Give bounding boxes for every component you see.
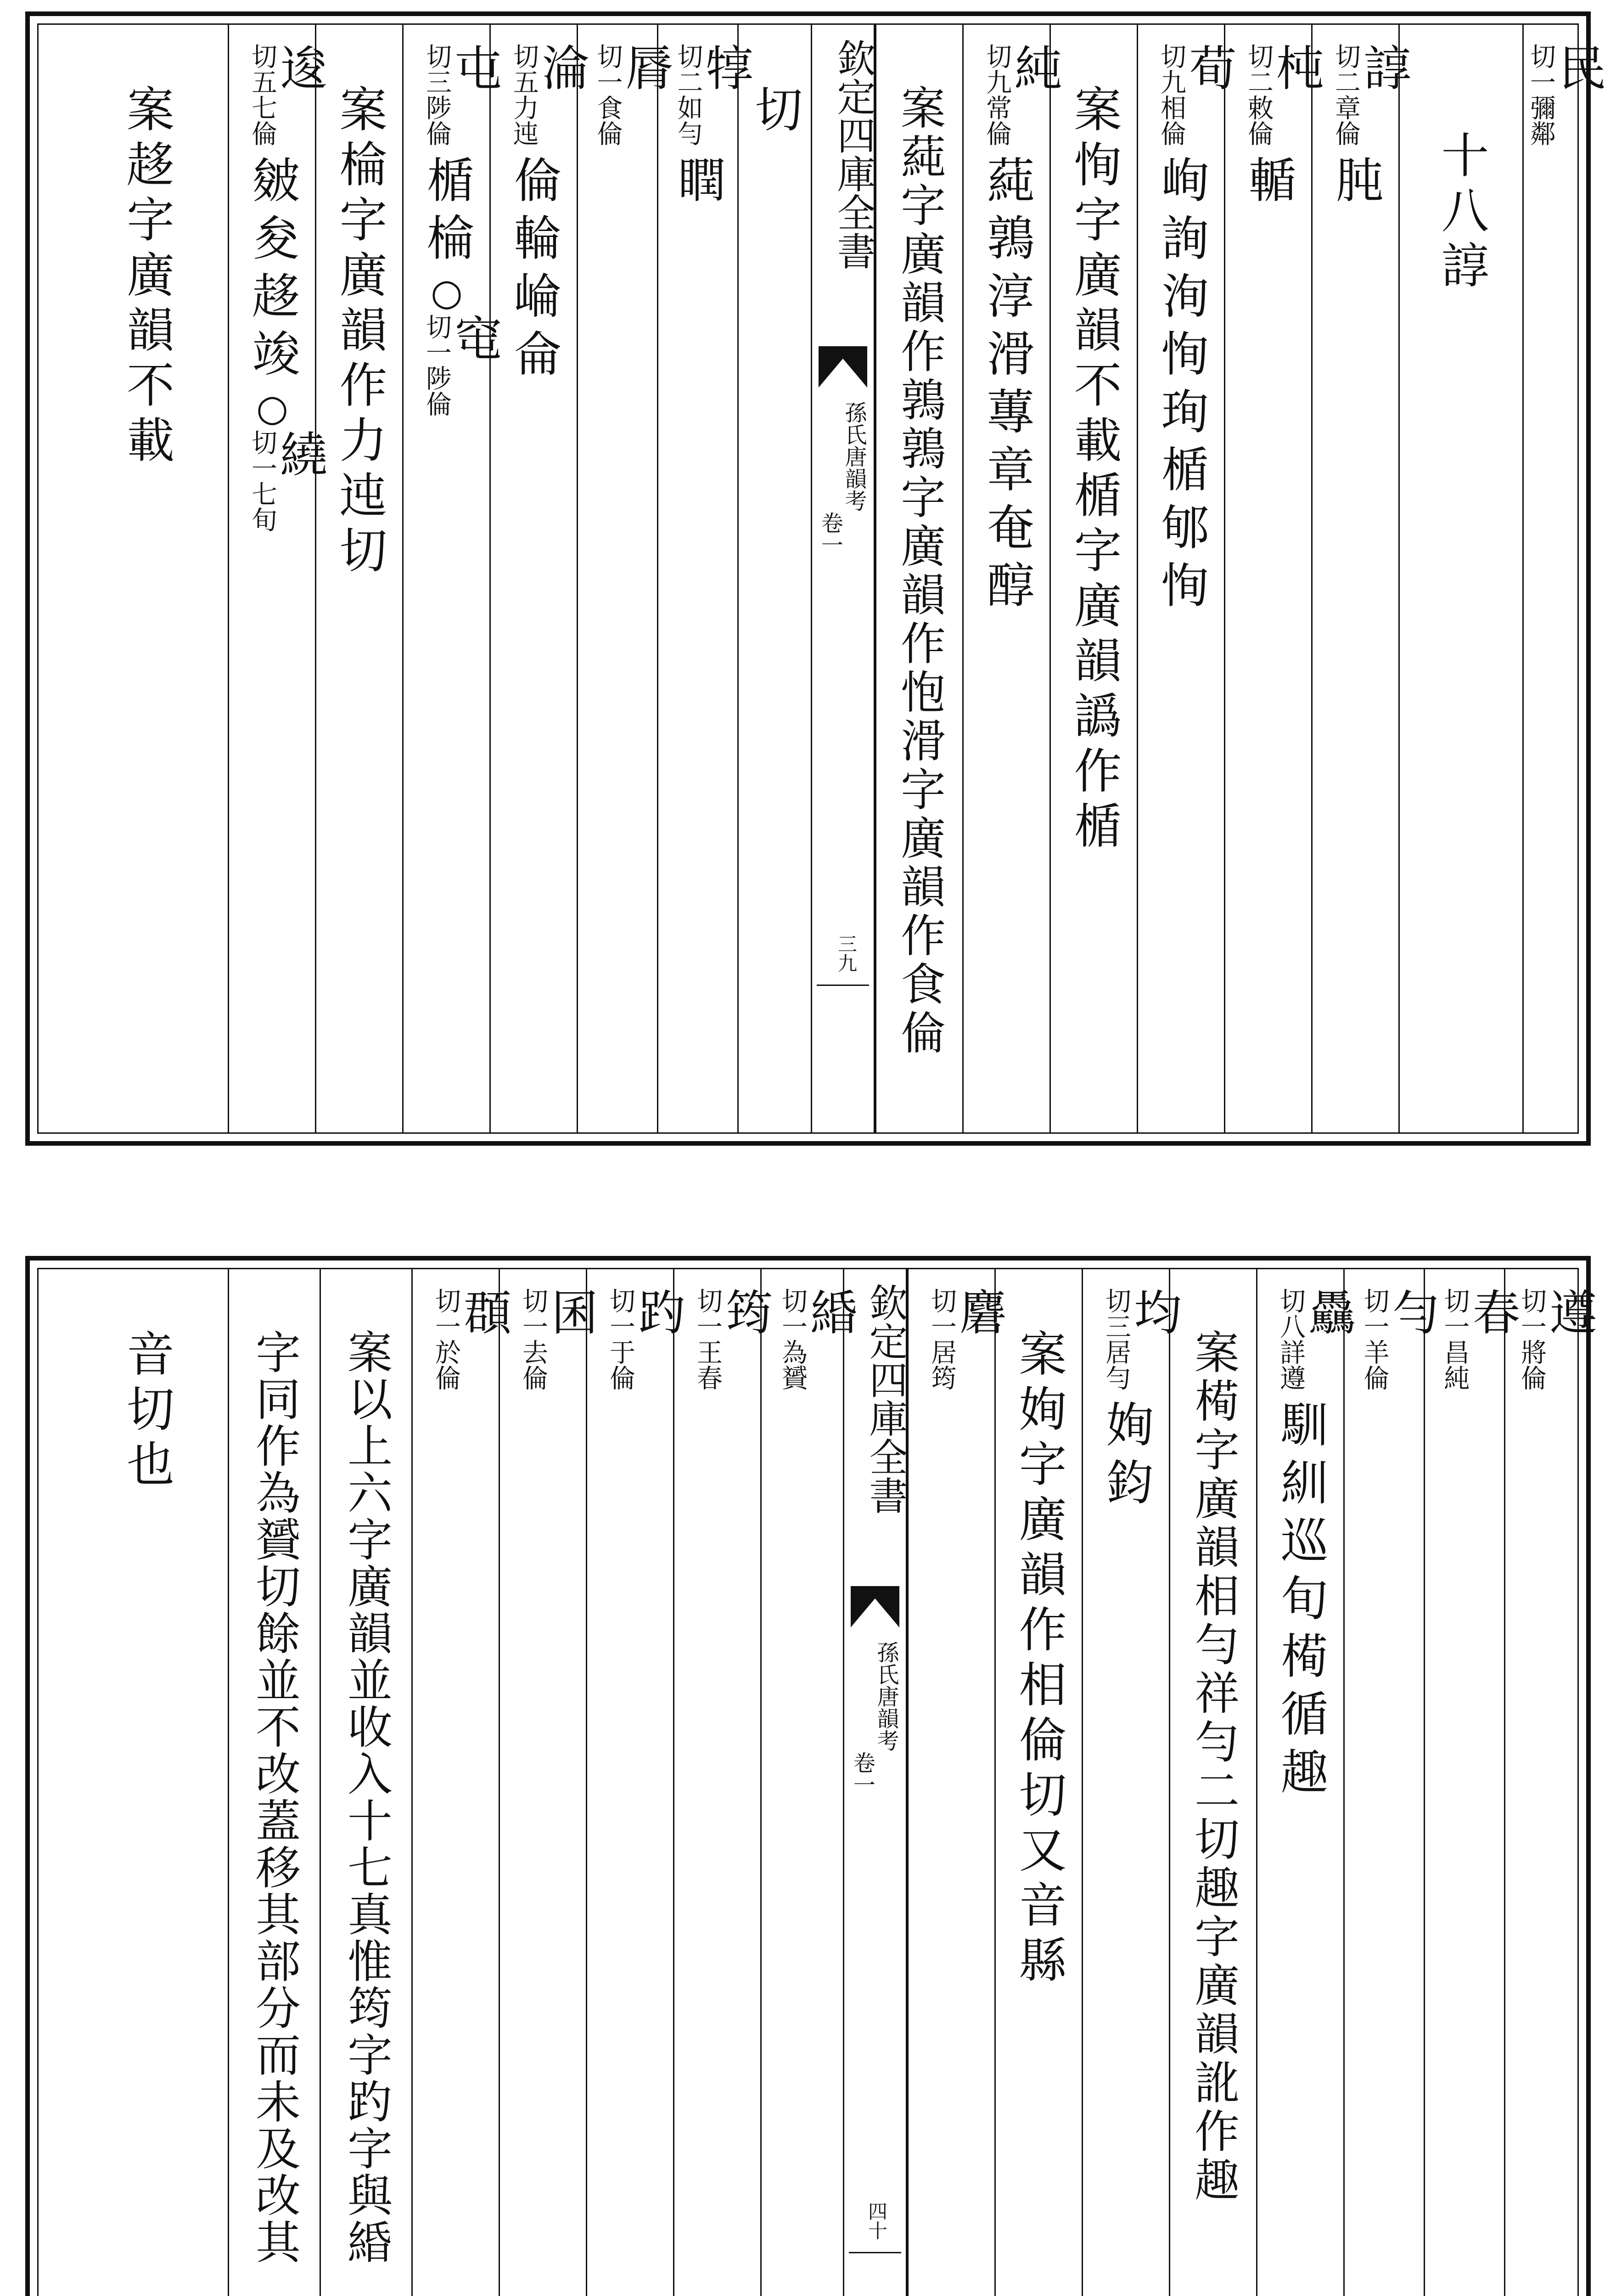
fishtail-ornament [851,1586,899,1627]
circle-separator: ○ [251,387,294,429]
top-page-frame [37,23,1606,1134]
bottom-col-14 [320,1269,411,2296]
annotation: 案槆字廣韻相勻祥勻二切趣字廣韻訛作趣 [1187,1329,1240,2205]
char-list: 峋詢洵恂珣楯郇恂 [1153,155,1209,618]
top-col-15 [228,25,328,1132]
fanqie: 陟倫 切三 [421,43,452,146]
bottom-col-12 [499,1269,599,2296]
fanqie: 食倫 切一 [593,43,623,146]
fanqie: 將倫 切一 [1516,1288,1547,1390]
annotation-cont: 切 [746,84,803,140]
headword: 趵 [629,1288,686,1335]
top-col-6 [1049,25,1137,1132]
fanqie: 相倫 切九 [1156,43,1186,146]
headword: 遵 [1541,1288,1597,1335]
work-title: 孫氏唐韻考 [841,401,867,512]
headword: 頵 [455,1288,511,1335]
work-title: 孫氏唐韻考 [873,1641,899,1751]
fanqie: 于倫 切一 [605,1288,635,1390]
headword: 筠 [717,1288,773,1335]
juan-label: 卷一 [849,1751,875,1795]
headword: 逡 [271,43,328,91]
fanqie: 力迍 切五 [509,43,539,146]
fanqie: 王春 切一 [692,1288,723,1390]
top-col-8 [875,25,962,1132]
fanqie: 七倫 切五 [247,43,277,146]
char-list: 馴紃巡旬槆循趣 [1272,1400,1329,1805]
fanqie: 敕倫 切二 [1243,43,1274,146]
top-col-11 [577,25,673,1132]
fanqie: 為贇 切一 [777,1288,808,1390]
top-col-3 [1311,25,1411,1132]
annotation: 案以上六字廣韻並收入十七真惟筠字趵字與緍 [340,1329,393,2266]
bottom-col-1 [1504,1269,1597,2296]
annotation: 案棆字廣韻作力迍切 [331,84,387,580]
top-col-16 [28,25,228,1132]
bottom-col-10 [673,1269,773,2296]
fanqie: 羊倫 切一 [1359,1288,1390,1390]
top-col-5 [1137,25,1237,1132]
headword: 驫 [1300,1288,1356,1335]
top-col-10 [657,25,754,1132]
char-list: 皴夋趍竣 [244,155,300,387]
headword: 犉 [697,43,754,91]
headword: 諄 [1355,43,1411,91]
bottom-col-8 [907,1269,1007,2296]
juan-label: 卷一 [817,512,843,556]
headword: 脣 [617,43,673,91]
bottom-col-15 [228,1269,320,2296]
page-number: 四十 [865,2201,888,2240]
char-list: 姰鈞 [1098,1400,1154,1515]
top-col-2 [1398,25,1522,1132]
headword: 囷 [542,1288,599,1335]
fanqie: 彌鄰 切一 [1526,43,1556,146]
annotation: 音切也 [118,1329,174,1494]
bottom-col-6 [1082,1269,1182,2296]
annotation: 字同作為贇切餘並不改蓋移其部分而未及改其 [248,1329,301,2266]
bottom-col-13 [411,1269,511,2296]
char-list: 瞤 [670,155,726,213]
fanqie: 陟倫 切一 [421,314,452,416]
char-list: 肫 [1327,155,1384,213]
headword: 杶 [1268,43,1324,91]
top-page [25,11,1606,1146]
bottom-col-7 [994,1269,1082,2296]
top-col-13 [402,25,502,1132]
bottom-page [25,1256,1597,2296]
top-col-1 [1522,25,1606,1132]
fanqie: 常倫 切九 [982,43,1012,146]
annotation: 案趍字廣韻不載 [118,84,174,470]
annotation: 案姰字廣韻作相倫切又音縣 [1010,1329,1067,1990]
fanqie: 去倫 切一 [518,1288,548,1390]
top-col-12 [489,25,589,1132]
top-col-9 [737,25,811,1132]
headword: 勻 [1384,1288,1440,1335]
char-list: 倫輪崘侖 [505,155,562,387]
fanqie: 章倫 切二 [1330,43,1361,146]
headword: 春 [1464,1288,1521,1335]
book-title: 欽定四庫全書 [831,39,876,270]
fanqie: 七旬 切一 [247,429,277,532]
bottom-col-16 [28,1269,228,2296]
annotation: 案恂字廣韻不載楯字廣韻譌作楯 [1066,84,1122,856]
fanqie: 詳遵 切八 [1275,1288,1306,1390]
page-number: 三九 [835,934,858,973]
headword: 民 [1550,43,1606,91]
headword: 純 [1006,43,1062,91]
bottom-page-frame [37,1268,1597,2296]
top-col-7 [962,25,1062,1132]
char-list: 楯棆 [418,155,475,271]
char-list: 輴 [1240,155,1296,213]
top-col-14 [315,25,402,1132]
rhyme-heading: 十八諄 [1433,130,1489,296]
bottom-col-9 [760,1269,858,2296]
bottom-col-5 [1169,1269,1256,2296]
book-title: 欽定四庫全書 [863,1283,908,1514]
char-list: 蒓鶉淳滑蓴章奄醇 [978,155,1035,618]
fanqie: 如勻 切二 [673,43,703,146]
annotation: 案蒓字廣韻作鶉鶉字廣韻作怉滑字廣韻作食倫 [893,84,946,1058]
headword: 均 [1125,1288,1182,1335]
fanqie: 居筠 切一 [926,1288,957,1390]
margin-rule [817,985,869,986]
headword: 繞 [271,429,328,477]
headword: 淪 [533,43,589,91]
headword: 緍 [802,1288,858,1335]
fanqie: 居勻 切三 [1101,1288,1131,1390]
bottom-col-3 [1343,1269,1440,2296]
bottom-center-margin [843,1269,907,2296]
headword: 屯 [446,43,502,91]
margin-rule [849,2252,901,2253]
bottom-col-4 [1256,1269,1356,2296]
fanqie: 昌純 切一 [1440,1288,1470,1390]
fanqie: 於倫 切一 [431,1288,461,1390]
circle-separator: ○ [425,271,468,314]
headword: 荀 [1180,43,1237,91]
top-center-margin [811,25,875,1132]
headword: 窀 [446,314,502,361]
fishtail-ornament [819,346,867,388]
top-col-4 [1224,25,1324,1132]
headword: 麏 [951,1288,1007,1335]
bottom-col-11 [586,1269,686,2296]
bottom-col-2 [1424,1269,1521,2296]
